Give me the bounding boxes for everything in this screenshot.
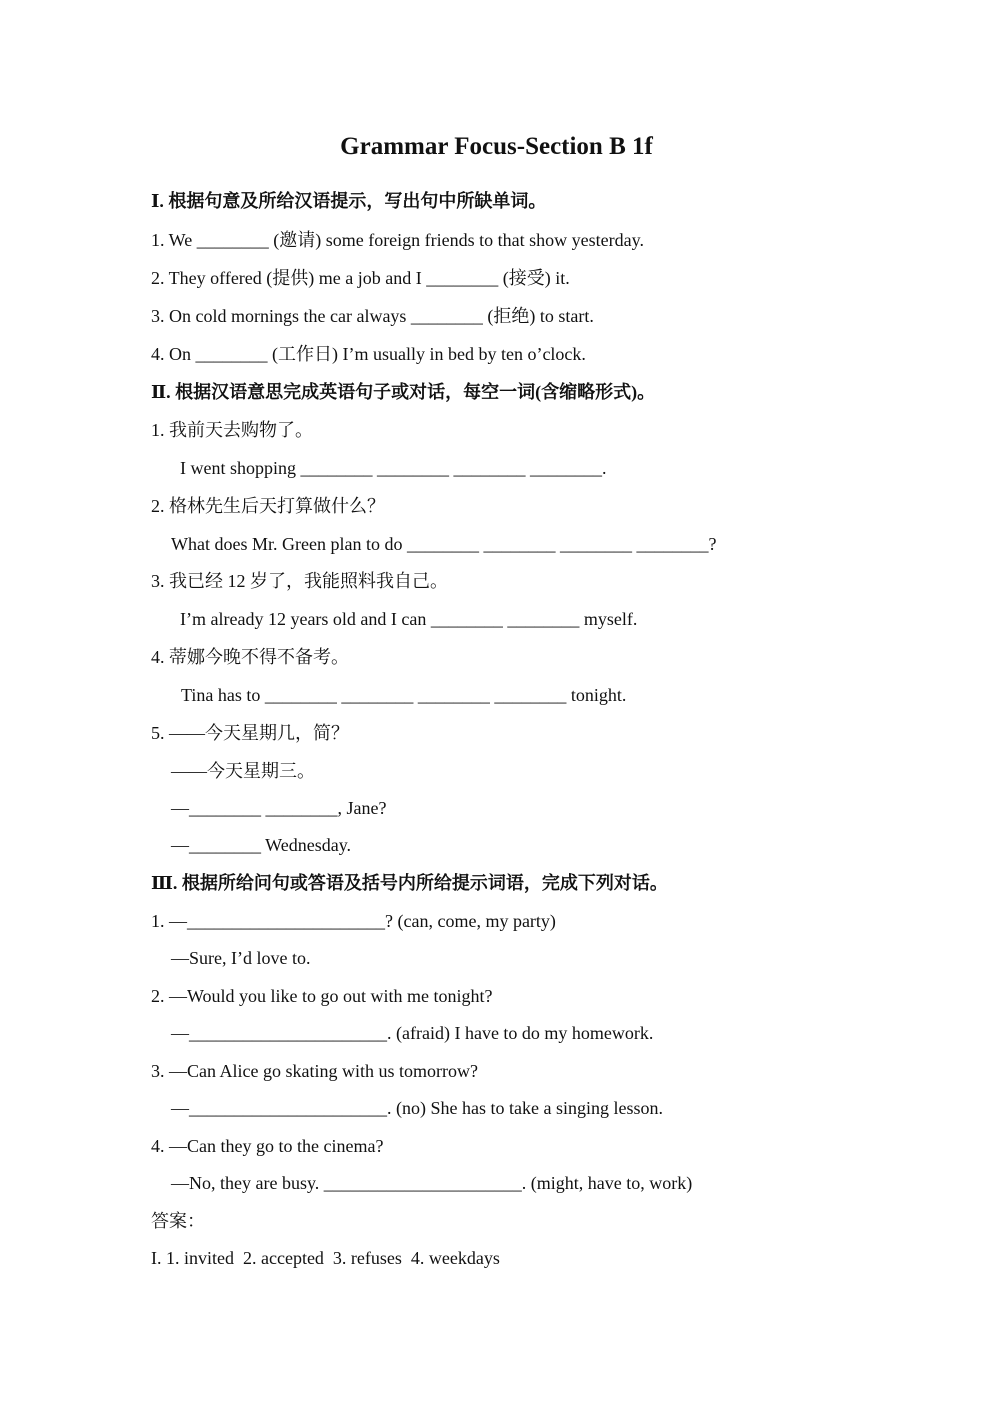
section-1-heading: Ⅰ. 根据句意及所给汉语提示，写出句中所缺单词。 (151, 191, 547, 211)
exercise-item: I went shopping ________ ________ ________ ________. (180, 458, 607, 478)
exercise-item: 2. 格林先生后天打算做什么？ (151, 496, 385, 516)
exercise-item: I’m already 12 years old and I can ________ ________ myself. (180, 609, 638, 629)
exercise-item: —______________________. (afraid) I have to do my homework. (171, 1023, 654, 1043)
exercise-item: —________ ________, Jane? (171, 798, 387, 818)
exercise-item: Tina has to ________ ________ ________ ________ tonight. (181, 685, 627, 705)
page-title: Grammar Focus-Section B 1f (340, 133, 653, 160)
exercise-item: 1. We ________ (邀请) some foreign friends to that show yesterday. (151, 230, 644, 250)
exercise-item: 3. On cold mornings the car always ________ (拒绝) to start. (151, 306, 594, 326)
exercise-item: —______________________. (no) She has to take a singing lesson. (171, 1098, 663, 1118)
exercise-item: 4. 蒂娜今晚不得不备考。 (151, 647, 349, 667)
section-3-heading: Ⅲ. 根据所给问句或答语及括号内所给提示词语，完成下列对话。 (151, 873, 668, 893)
exercise-item: 5. ——今天星期几，简？ (151, 723, 349, 743)
exercise-item: What does Mr. Green plan to do ________ ________ ________ ________? (171, 534, 717, 554)
exercise-item: —________ Wednesday. (171, 835, 352, 855)
exercise-item: 3. 我已经 12 岁了，我能照料我自己。 (151, 571, 448, 591)
exercise-item: 1. —______________________? (can, come, my party) (151, 911, 556, 931)
exercise-item: 4. —Can they go to the cinema? (151, 1136, 384, 1156)
exercise-item: 3. —Can Alice go skating with us tomorrow? (151, 1061, 478, 1081)
exercise-item: 4. On ________ (工作日) I’m usually in bed by ten o’clock. (151, 344, 586, 364)
exercise-item: 2. —Would you like to go out with me tonight? (151, 986, 493, 1006)
exercise-item: —No, they are busy. ______________________. (might, have to, work) (171, 1173, 693, 1193)
answers-line: I. 1. invited 2. accepted 3. refuses 4. weekdays (151, 1248, 500, 1268)
section-2-heading: Ⅱ. 根据汉语意思完成英语句子或对话，每空一词(含缩略形式)。 (151, 382, 656, 402)
answers-label: 答案： (151, 1211, 205, 1231)
exercise-item: ——今天星期三。 (171, 761, 315, 781)
exercise-item: —Sure, I’d love to. (171, 948, 311, 968)
exercise-item: 2. They offered (提供) me a job and I ________ (接受) it. (151, 268, 570, 288)
exercise-item: 1. 我前天去购物了。 (151, 420, 313, 440)
